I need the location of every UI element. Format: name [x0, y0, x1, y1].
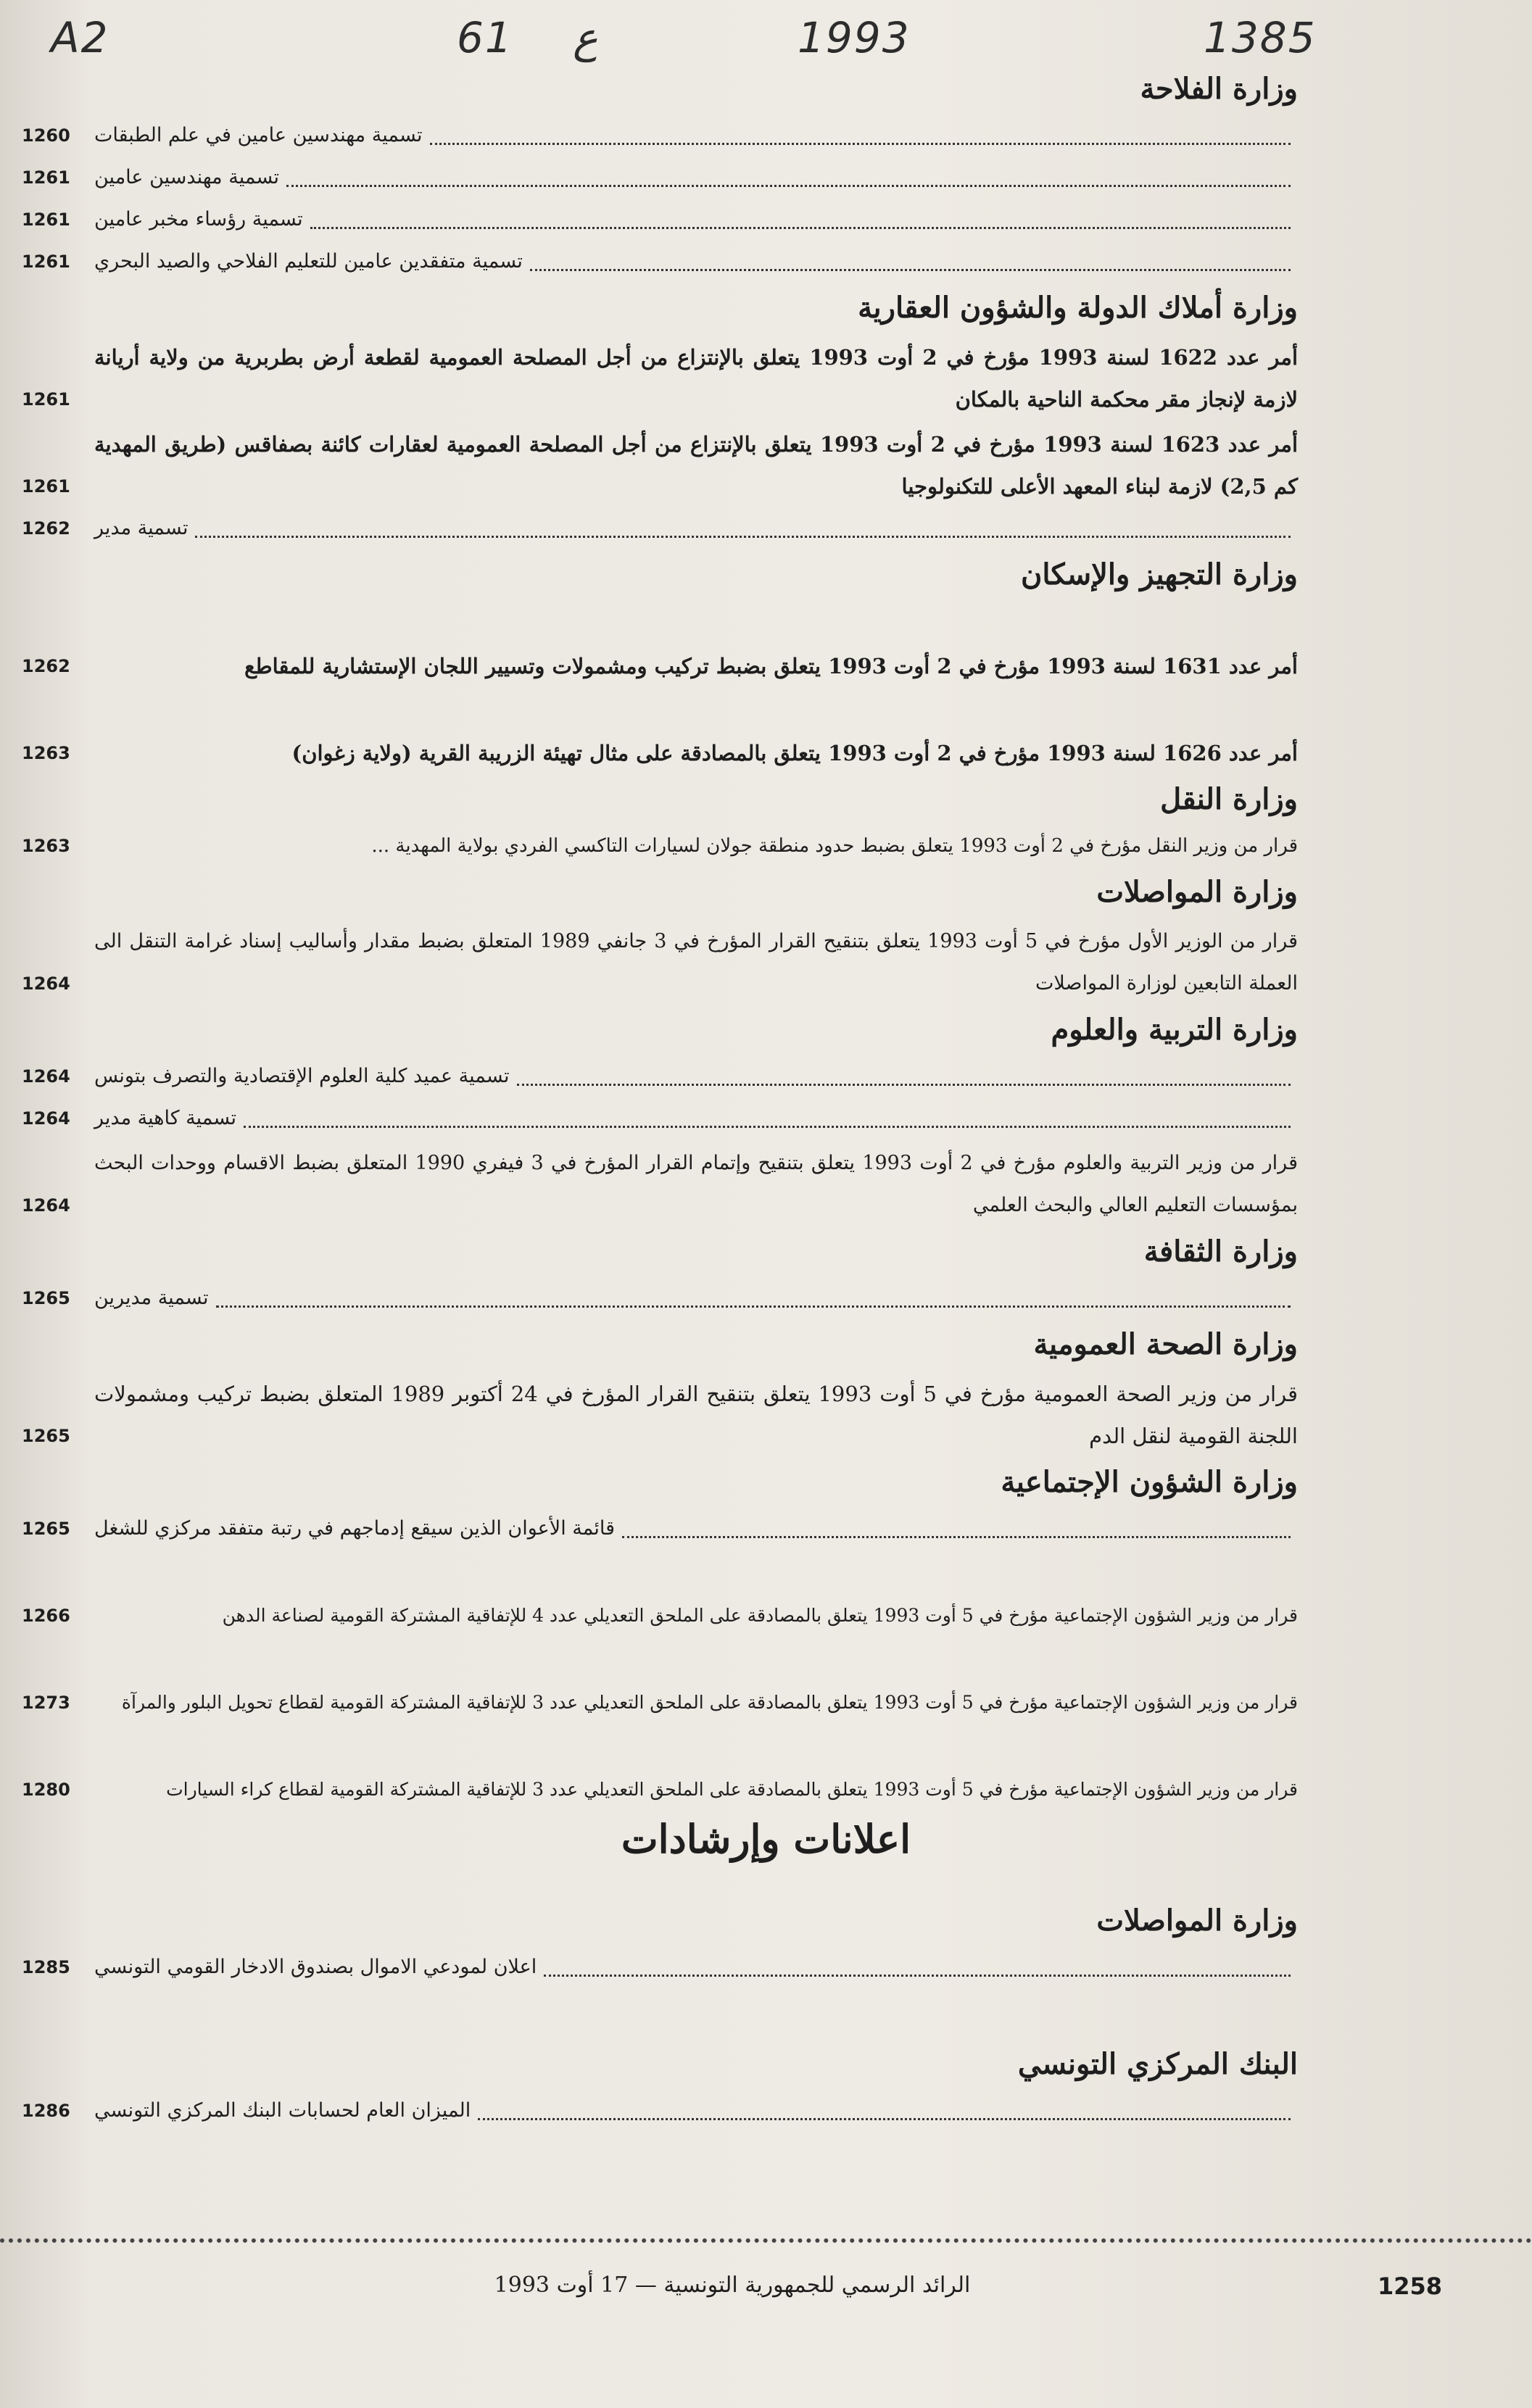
toc-page-number: 1265: [22, 1288, 70, 1308]
toc-entry: [22, 1370, 1298, 1457]
toc-entry-text: قرار من وزير الشؤون الإجتماعية مؤرخ في 5 أوت 1993 يتعلق بالمصادقة على الملحق التعديلي عدد 3 للإتفاقية المشتركة القومية لقطاع تحويل البلور والمرآة: [121, 1692, 1298, 1713]
toc-page-number: 1261: [22, 167, 70, 188]
toc-entry: [22, 1550, 1298, 1637]
leader-dots: [544, 1975, 1291, 1977]
leader-dots: [286, 185, 1291, 187]
toc-entry-text: تسمية رؤساء مخبر عامين: [94, 208, 303, 231]
ministry-heading: وزارة التربية والعلوم: [1051, 1013, 1298, 1047]
toc-page-number: 1264: [22, 1108, 70, 1129]
ministry-heading: وزارة النقل: [1160, 782, 1298, 816]
toc-page-number: 1264: [22, 1195, 70, 1216]
ministry-heading: وزارة الشؤون الإجتماعية: [1001, 1465, 1298, 1499]
ministry-heading: وزارة الثقافة: [1143, 1234, 1298, 1269]
toc-entry-text: أمر عدد 1631 لسنة 1993 مؤرخ في 2 أوت 1993 يتعلق بضبط تركيب ومشمولات وتسيير اللجان الإستشارية للمقاطع: [244, 654, 1298, 678]
ministry-heading: وزارة أملاك الدولة والشؤون العقارية: [858, 291, 1298, 325]
toc-entry: [22, 600, 1298, 687]
toc-page-number: 1264: [22, 1066, 70, 1087]
leader-dots: [517, 1084, 1291, 1086]
toc-entry-text: أمر عدد 1623 لسنة 1993 مؤرخ في 2 أوت 1993 يتعلق بالإنتزاع من أجل المصلحة العمومية لعقارات كائنة بصفاقس (طريق المهدية كم 2,5) لازمة لبناء المعهد الأعلى للتكنولوجيا: [94, 432, 1298, 499]
toc-entry: [22, 420, 1298, 507]
toc-page-number: 1261: [22, 476, 70, 497]
toc-entry-text: قرار من وزير النقل مؤرخ في 2 أوت 1993 يتعلق بضبط حدود منطقة جولان لسيارات التاكسي الفردي بولاية المهدية ...: [371, 835, 1298, 857]
toc-page-number: 1262: [22, 656, 70, 676]
leader-dots: [310, 227, 1291, 229]
toc-entry-text: قرار من وزير التربية والعلوم مؤرخ في 2 أوت 1993 يتعلق بتنقيح وإتمام القرار المؤرخ في 3 فيفري 1990 المتعلق بضبط الاقسام ووحدات البحث بمؤسسات التعليم العالي والبحث العلمي: [94, 1152, 1298, 1216]
toc-entry-text: قرار من وزير الصحة العمومية مؤرخ في 5 أوت 1993 يتعلق بتنقيح القرار المؤرخ في 24 أكتوبر 1989 المتعلق بضبط تركيب ومشمولات اللجنة القومية لنقل الدم: [94, 1382, 1298, 1448]
handwritten-note-c2: ع: [573, 13, 598, 62]
toc-entry-text: قرار من وزير الشؤون الإجتماعية مؤرخ في 5 أوت 1993 يتعلق بالمصادقة على الملحق التعديلي عدد 4 للإتفاقية المشتركة القومية لصناعة الدهن: [222, 1605, 1298, 1626]
leader-dots: [478, 2118, 1291, 2120]
toc-page-number: 1273: [22, 1693, 70, 1713]
leader-dots: [430, 143, 1291, 145]
toc-entry: [22, 507, 1298, 549]
leader-dots: [195, 536, 1291, 538]
toc-page-number: 1264: [22, 973, 70, 994]
toc-entry: [22, 1724, 1298, 1811]
toc-entry: [22, 1055, 1298, 1097]
ministry-heading: وزارة التجهيز والإسكان: [1020, 557, 1298, 591]
toc-entry: [22, 115, 1298, 157]
toc-entry-text: الميزان العام لحسابات البنك المركزي التونسي: [94, 2099, 471, 2122]
toc-entry-text: قائمة الأعوان الذين سيقع إدماجهم في رتبة متفقد مركزي للشغل: [94, 1517, 616, 1540]
toc-page-number: 1286: [22, 2101, 70, 2121]
toc-entry: [22, 1097, 1298, 1139]
toc-entry-text: تسمية كاهية مدير: [94, 1107, 236, 1129]
ministry-heading: وزارة المواصلات: [1096, 1903, 1298, 1938]
handwritten-year: 1993: [798, 13, 911, 62]
toc-entry-text: تسمية متفقدين عامين للتعليم الفلاحي والصيد البحري: [94, 250, 523, 273]
toc-entry: [22, 157, 1298, 199]
toc-page-number: 1260: [22, 125, 70, 146]
toc-entry: [22, 825, 1298, 867]
toc-entry: [22, 1946, 1298, 1988]
toc-page-number: 1285: [22, 1957, 70, 1977]
toc-page-number: 1265: [22, 1519, 70, 1539]
toc-entry: [22, 199, 1298, 241]
leader-dots: [244, 1126, 1291, 1128]
gazette-title: الرائد الرسمي للجمهورية التونسية — 17 أوت 1993: [494, 2272, 971, 2298]
toc-entry-text: تسمية مهندسين عامين: [94, 166, 280, 188]
toc-entry-text: قرار من وزير الشؤون الإجتماعية مؤرخ في 5 أوت 1993 يتعلق بالمصادقة على الملحق التعديلي عدد 3 للإتفاقية المشتركة القومية لقطاع كراء السيارات: [166, 1779, 1298, 1800]
toc-page-number: 1261: [22, 209, 70, 230]
toc-page-number: 1261: [22, 252, 70, 272]
toc-entry: [22, 918, 1298, 1005]
ministry-heading: وزارة الصحة العمومية: [1033, 1327, 1298, 1361]
toc-entry-text: تسمية مهندسين عامين في علم الطبقات: [94, 124, 423, 146]
toc-page-number: 1266: [22, 1606, 70, 1626]
toc-entry-text: تسمية مدير: [94, 517, 189, 539]
toc-entry-text: أمر عدد 1622 لسنة 1993 مؤرخ في 2 أوت 1993 يتعلق بالإنتزاع من أجل المصلحة العمومية لقطعة أرض بطربرية من ولاية أريانة لازمة لإنجاز مقر محكمة الناحية بالمكان: [94, 345, 1298, 412]
toc-page-number: 1263: [22, 743, 70, 763]
page-footer: [0, 2272, 1532, 2316]
handwritten-note-c1: 61: [457, 13, 513, 62]
announcements-list: [22, 1896, 1298, 2132]
toc-entry: [22, 241, 1298, 283]
toc-entry: [22, 2090, 1298, 2132]
toc-page-number: 1263: [22, 836, 70, 856]
handwritten-note-left: A2: [51, 13, 109, 62]
toc-entry-text: تسمية مديرين: [94, 1287, 209, 1309]
page-number: 1258: [1378, 2272, 1443, 2300]
ministry-heading: وزارة المواصلات: [1096, 875, 1298, 909]
toc-page-number: 1261: [22, 389, 70, 410]
leader-dots: [216, 1305, 1291, 1308]
ministry-heading: وزارة الفلاحة: [1140, 72, 1298, 106]
toc-entry: [22, 1637, 1298, 1724]
table-of-contents: [22, 58, 1298, 1811]
toc-page-number: 1262: [22, 518, 70, 539]
toc-entry-text: اعلان لمودعي الاموال بصندوق الادخار القومي التونسي: [94, 1956, 537, 1978]
toc-entry: [22, 333, 1298, 420]
toc-entry-text: قرار من الوزير الأول مؤرخ في 5 أوت 1993 يتعلق بتنقيح القرار المؤرخ في 3 جانفي 1989 المتعلق بضبط مقدار وأساليب إسناد غرامة التنقل الى العملة التابعين لوزارة المواصلات: [94, 930, 1299, 995]
toc-entry: [22, 1277, 1298, 1319]
footer-divider: [0, 2238, 1532, 2243]
ministry-heading: البنك المركزي التونسي: [1017, 2047, 1298, 2081]
leader-dots: [622, 1536, 1291, 1538]
toc-page-number: 1280: [22, 1780, 70, 1800]
toc-entry: [22, 1139, 1298, 1226]
toc-entry-text: أمر عدد 1626 لسنة 1993 مؤرخ في 2 أوت 1993 يتعلق بالمصادقة على مثال تهيئة الزريبة القرية (ولاية زغوان): [291, 741, 1298, 765]
handwritten-note-right: 1385: [1204, 13, 1317, 62]
announcements-title: اعلانات وإرشادات: [621, 1816, 911, 1862]
toc-page-number: 1265: [22, 1426, 70, 1446]
toc-entry-text: تسمية عميد كلية العلوم الإقتصادية والتصرف بتونس: [94, 1065, 510, 1087]
toc-entry: [22, 687, 1298, 774]
leader-dots: [530, 269, 1291, 271]
toc-entry: [22, 1508, 1298, 1550]
